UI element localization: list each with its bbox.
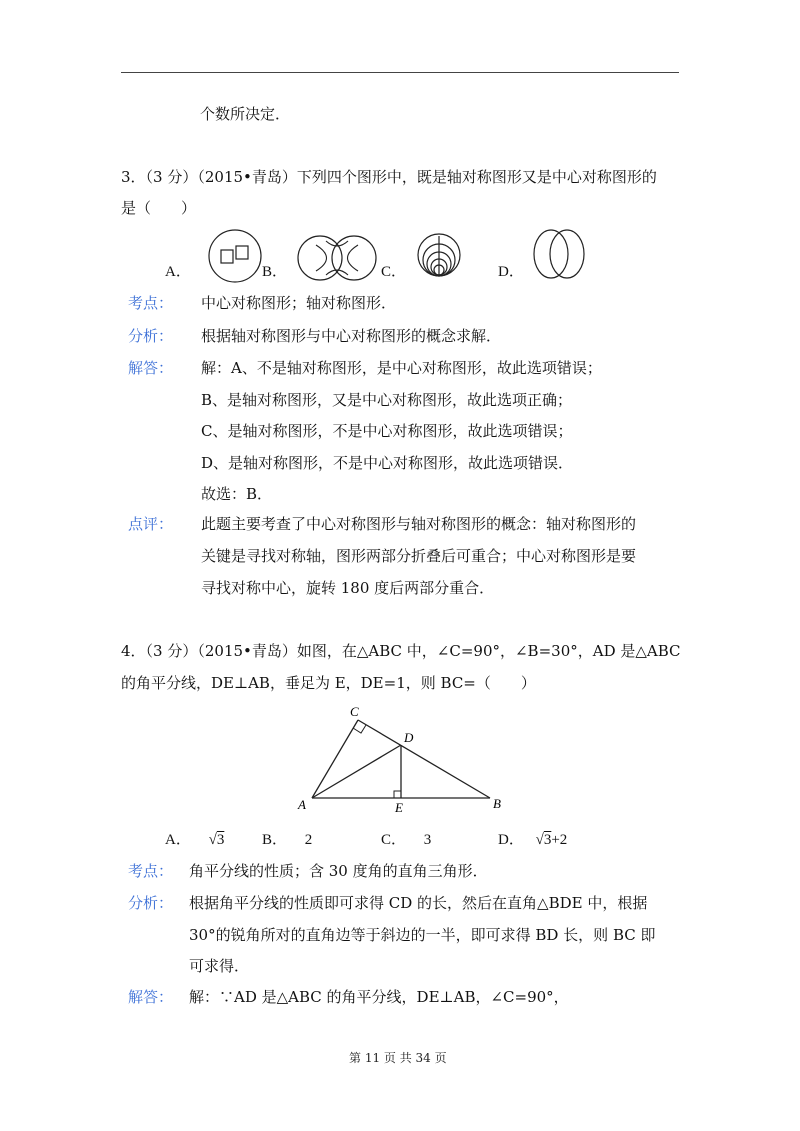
q3-dianping-label: 点评： [128,515,174,533]
q4-option-d-letter: D． [498,832,524,848]
q4-fenxi-line2: 30°的锐角所对的直角边等于斜边的一半，即可求得 BD 长，则 BC 即 [189,926,656,944]
continued-text: 个数所决定． [200,105,291,123]
q4-jieda-line1: 解：∵AD 是△ABC 的角平分线，DE⊥AB，∠C=90°， [189,988,569,1006]
label-e: E [395,800,403,815]
q4-stem-line1: 4．（3 分）（2015•青岛）如图，在△ABC 中，∠C=90°，∠B=30°，AD 是△ABC [121,642,681,660]
q4-fenxi-line1: 根据角平分线的性质即可求得 CD 的长，然后在直角△BDE 中，根据 [189,894,648,912]
q3-fenxi-text: 根据轴对称图形与中心对称图形的概念求解． [201,327,502,345]
q3-jieda-line4: D、是轴对称图形，不是中心对称图形，故此选项错误． [201,454,574,472]
q3-figure-a [200,228,270,284]
label-b: B [493,796,501,811]
q3-stem-line2: 是（ ） [121,199,197,217]
q3-jieda-line1: 解：A、不是轴对称图形，是中心对称图形，故此选项错误； [201,359,602,377]
q4-option-b-letter: B． [262,832,288,848]
q4-kaodian-label: 考点： [128,862,174,880]
q4-option-d [498,830,567,850]
q4-option-c-letter: C． [381,832,407,848]
q3-fenxi-label: 分析： [128,327,174,345]
q3-dianping-line2: 关键是寻找对称轴，图形两部分折叠后可重合；中心对称图形是要 [201,547,637,565]
q3-kaodian-text: 中心对称图形；轴对称图形． [201,294,397,312]
label-c: C [350,704,359,719]
q4-option-b-value: 2 [304,832,313,848]
q4-option-a-letter: A． [165,832,191,848]
q3-figure-d [530,228,588,280]
q4-option-c [381,830,431,850]
q3-jieda-line5: 故选：B． [201,485,273,503]
q3-jieda-line3: C、是轴对称图形，不是中心对称图形，故此选项错误； [201,422,573,440]
sqrt-icon: √ [535,832,544,848]
label-a: A [298,797,306,812]
q3-dianping-line1: 此题主要考查了中心对称图形与轴对称图形的概念：轴对称图形的 [201,515,637,533]
q4-fenxi-label: 分析： [128,894,174,912]
q4-option-d-suffix: +2 [551,832,568,848]
q3-jieda-line2: B、是轴对称图形，又是中心对称图形，故此选项正确； [201,391,573,409]
q4-option-b [262,830,312,850]
q4-kaodian-text: 角平分线的性质；含 30 度角的直角三角形． [189,862,488,880]
q3-option-b-label: B． [262,264,288,280]
q4-option-a [165,830,224,850]
header-rule [121,72,679,73]
q4-jieda-label: 解答： [128,988,174,1006]
label-d: D [404,730,414,745]
q3-figure-c [416,231,462,279]
q4-option-a-value: 3 [216,832,225,848]
q3-figure-b [296,233,378,283]
q3-option-a-label: A． [165,264,191,280]
q3-option-c-label: C． [381,264,407,280]
q3-dianping-line3: 寻找对称中心，旋转 180 度后两部分重合． [201,579,495,597]
q3-stem-line1: 3．（3 分）（2015•青岛）下列四个图形中，既是轴对称图形又是中心对称图形的 [121,168,657,186]
q4-option-c-value: 3 [423,832,432,848]
q3-jieda-label: 解答： [128,359,174,377]
page-footer: 第 11 页 共 34 页 [349,1051,447,1065]
q4-stem-line2: 的角平分线，DE⊥AB，垂足为 E，DE=1，则 BC=（ ） [121,674,536,692]
q4-option-d-value: 3 [543,832,552,848]
q3-kaodian-label: 考点： [128,294,174,312]
q4-triangle-figure [290,700,520,815]
q4-fenxi-line3: 可求得． [189,957,250,975]
q3-option-d-label: D． [498,264,524,280]
sqrt-icon: √ [208,832,217,848]
